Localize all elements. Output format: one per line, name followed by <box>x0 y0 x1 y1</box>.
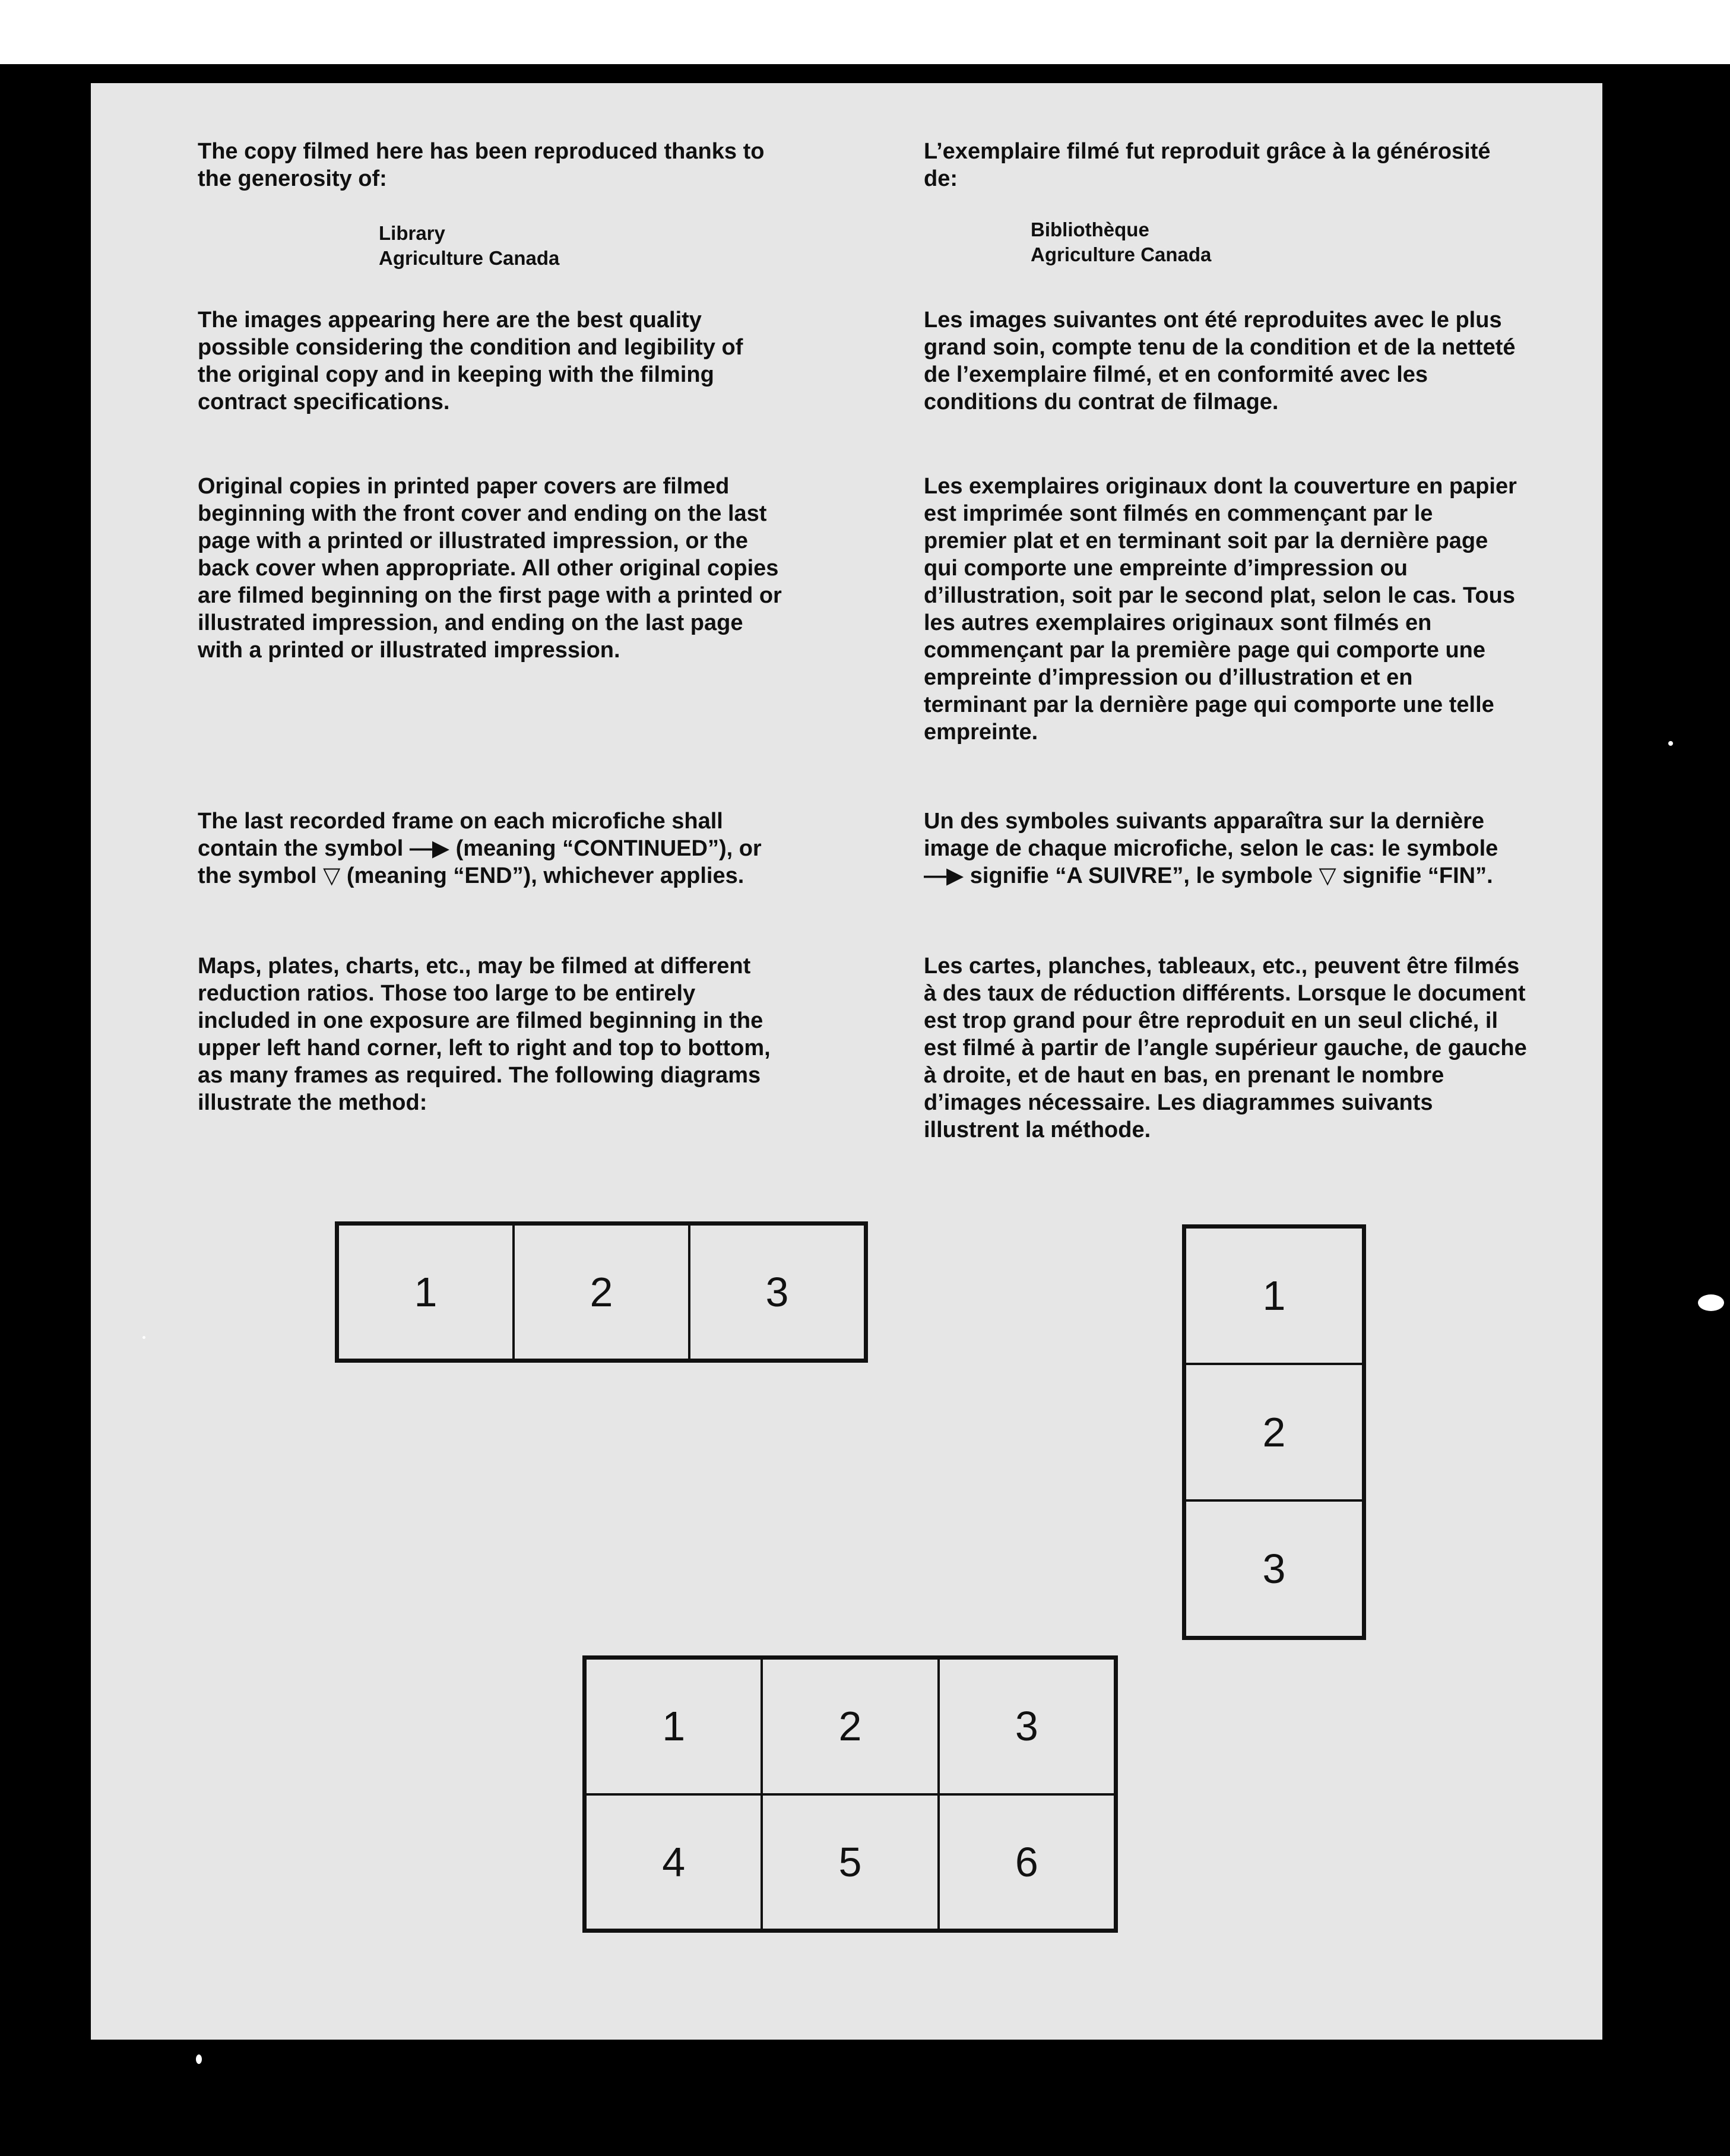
frame-cell: 1 <box>338 1224 514 1360</box>
french-symbols: Un des symboles suivants apparaîtra sur la dernière image de chaque microfiche, selon le cas: le symbole —▶ signifie “A SUIVRE”, le symbole ▽ signifie “FIN”. <box>924 809 1498 888</box>
english-symbols: The last recorded frame on each microfiche shall contain the symbol —▶ (meaning “CONTINUED”), or the symbol ▽ (meaning “END”), whichever applies. <box>198 809 762 888</box>
film-speck <box>142 1336 145 1339</box>
french-maps: Les cartes, planches, tableaux, etc., peuvent être filmés à des taux de réduction différents. Lorsque le document est trop grand pour être reproduit en un seul cliché, il est filmé à partir de l’angle supérieur gauche, de gauche à droite, et de haut en bas, en prenant le nombre d’images nécessaire. Les diagrammes suivants illustrent la méthode. <box>924 954 1527 1142</box>
french-institution <box>1031 217 1211 267</box>
frame-cell: 2 <box>514 1224 689 1360</box>
english-institution-line1: Library <box>379 222 445 244</box>
frame-cell: 1 <box>1185 1227 1363 1364</box>
film-speck <box>1698 1294 1724 1311</box>
film-edge-strip <box>0 0 1730 64</box>
french-thanks: L’exemplaire filmé fut reproduit grâce à la générosité de: <box>924 139 1491 191</box>
diagram-vertical-strip <box>1182 1224 1366 1640</box>
film-speck <box>1668 741 1673 746</box>
french-originals: Les exemplaires originaux dont la couverture en papier est imprimée sont filmés en commençant par le premier plat et en terminant soit par la dernière page qui comporte une empreinte d’impression ou d’illustration, soit par le second plat, selon le cas. Tous les autres exemplaires originaux sont filmés en commençant par la première page qui comporte une empreinte d’impression ou d’illustration et en terminant par la dernière page qui comporte une telle empreinte. <box>924 474 1517 745</box>
frame-cell: 2 <box>762 1658 938 1794</box>
document-page <box>91 83 1602 2040</box>
frame-cell: 3 <box>1185 1500 1363 1637</box>
french-quality: Les images suivantes ont été reproduites avec le plus grand soin, compte tenu de la condition et de la netteté de l’exemplaire filmé, et en conformité avec les conditions du contrat de filmage. <box>924 308 1516 414</box>
frame-cell: 4 <box>585 1794 762 1930</box>
frame-cell: 3 <box>689 1224 865 1360</box>
frame-cell: 6 <box>939 1794 1115 1930</box>
english-originals: Original copies in printed paper covers are filmed beginning with the front cover and ending on the last page with a printed or illustrated impression, or the back cover when appropriate. All other original copies are filmed beginning on the first page with a printed or illustrated impression, and ending on the last page with a printed or illustrated impression. <box>198 474 782 663</box>
english-thanks: The copy filmed here has been reproduced thanks to the generosity of: <box>198 139 765 191</box>
english-quality: The images appearing here are the best quality possible considering the condition and legibility of the original copy and in keeping with the filming contract specifications. <box>198 308 743 414</box>
french-institution-line1: Bibliothèque <box>1031 219 1149 240</box>
frame-cell: 1 <box>585 1658 762 1794</box>
frame-cell: 2 <box>1185 1364 1363 1500</box>
french-institution-line2: Agriculture Canada <box>1031 243 1212 265</box>
english-institution <box>379 221 559 271</box>
english-maps: Maps, plates, charts, etc., may be filmed at different reduction ratios. Those too large to be entirely included in one exposure are filmed beginning in the upper left hand corner, left to right and top to bottom, as many frames as required. The following diagrams illustrate the method: <box>198 954 771 1115</box>
diagram-six-frame-grid <box>582 1655 1118 1933</box>
diagram-horizontal-strip <box>335 1221 868 1363</box>
film-speck <box>196 2054 202 2064</box>
frame-cell: 3 <box>939 1658 1115 1794</box>
english-institution-line2: Agriculture Canada <box>379 247 560 269</box>
frame-cell: 5 <box>762 1794 938 1930</box>
